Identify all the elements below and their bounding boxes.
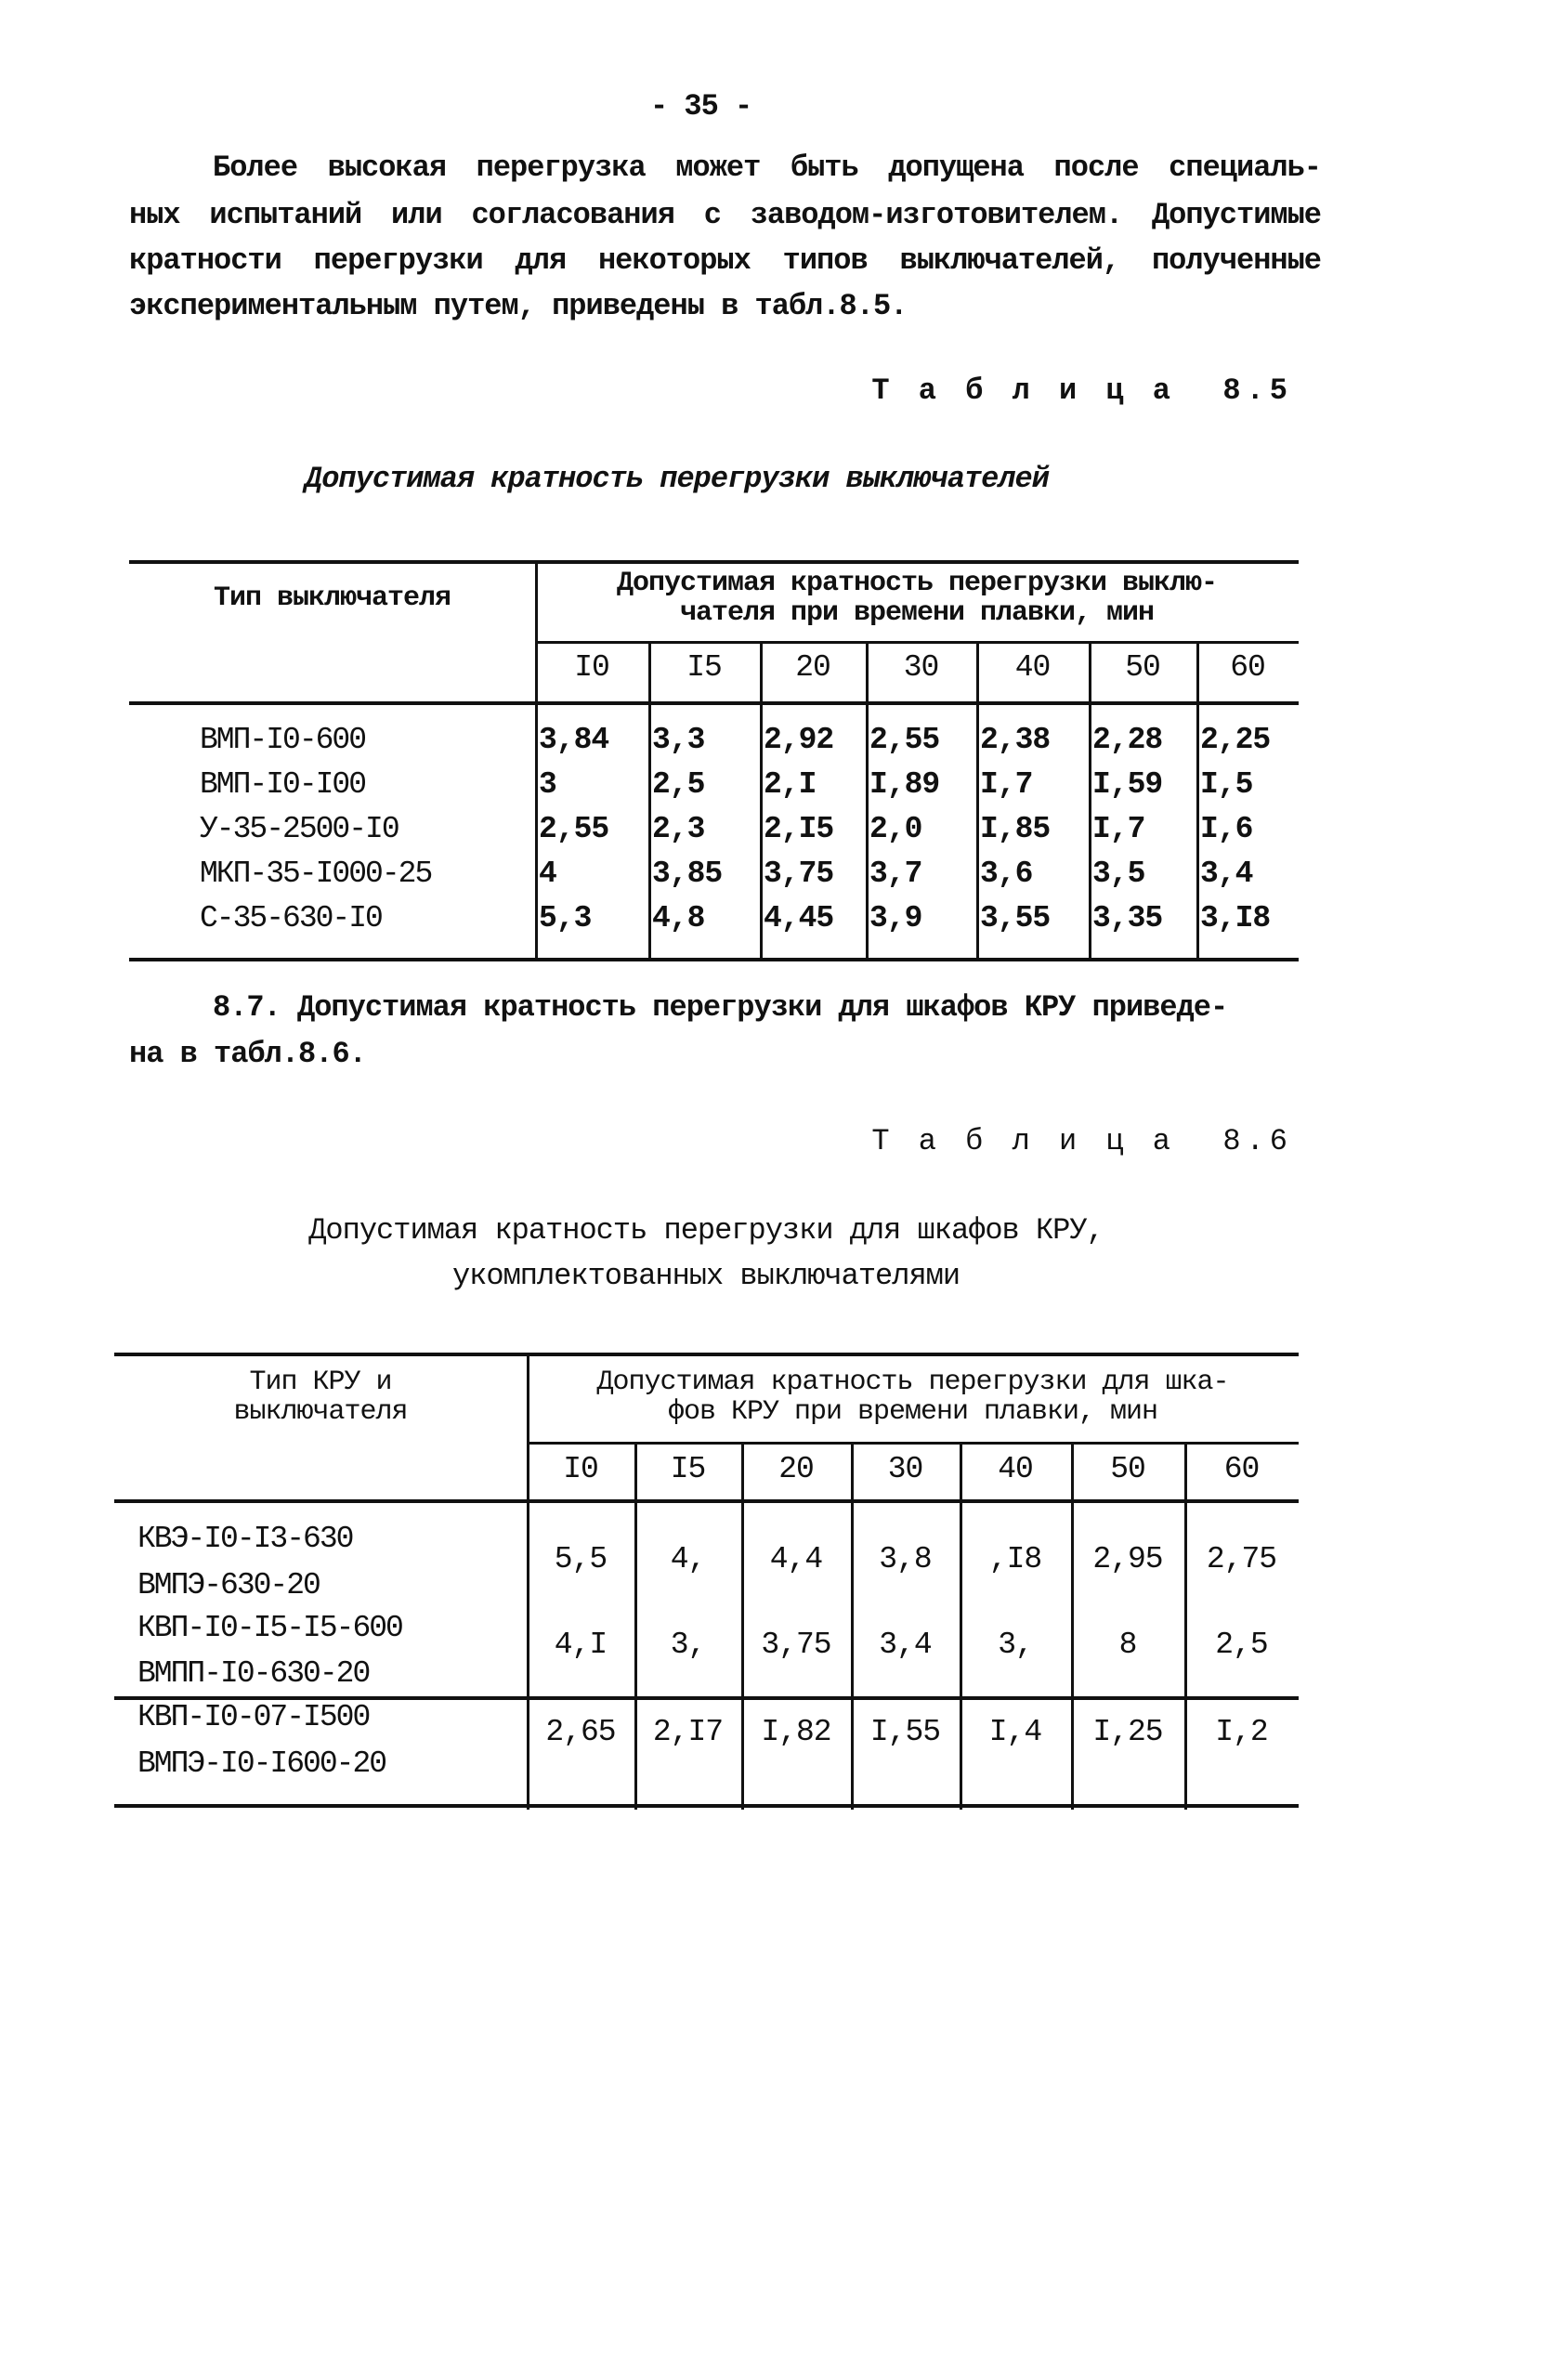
- group-header: [527, 1367, 1299, 1427]
- time-header: I5: [686, 650, 722, 685]
- table-caption: Допустимая кратность перегрузки для шкафов КРУ,: [308, 1213, 1104, 1248]
- table-cell: 4,8: [652, 901, 705, 935]
- row-name: КВП-I0-07-I500: [137, 1700, 370, 1734]
- row-name: У-35-2500-I0: [200, 812, 399, 846]
- time-header: 50: [1110, 1452, 1145, 1486]
- rule: [851, 1444, 854, 1810]
- table-cell: 2,65: [545, 1715, 616, 1749]
- rule: [114, 1804, 1299, 1808]
- time-header: 40: [1014, 650, 1051, 685]
- time-header: 20: [795, 650, 830, 685]
- table-cell: I,2: [1215, 1715, 1268, 1749]
- rule: [114, 1499, 1299, 1503]
- time-header: 60: [1223, 1452, 1260, 1486]
- time-header: I5: [670, 1452, 706, 1486]
- table-cell: 3: [539, 767, 556, 802]
- table-cell: 2,55: [539, 812, 609, 846]
- row-name: МКП-35-I000-25: [200, 857, 432, 891]
- table-cell: 3,4: [879, 1628, 932, 1662]
- rule: [866, 643, 869, 960]
- table-cell: I,5: [1200, 767, 1253, 802]
- col-header-line: выключателя: [233, 1396, 408, 1428]
- table-cell: 4,: [670, 1542, 706, 1576]
- row-name: ВМПЭ-I0-I600-20: [137, 1746, 386, 1781]
- table-cell: 3,85: [652, 857, 723, 891]
- rule: [1071, 1444, 1074, 1810]
- row-name: ВМПП-I0-630-20: [137, 1656, 370, 1691]
- table-cell: 3,75: [761, 1628, 831, 1662]
- table-cell: 3,4: [1200, 857, 1253, 891]
- rule: [976, 643, 979, 960]
- table-cell: 8: [1118, 1628, 1137, 1662]
- table-cell: 2,55: [869, 723, 940, 757]
- table-cell: 3,35: [1092, 901, 1163, 935]
- table-cell: 3,: [670, 1628, 706, 1662]
- rule: [129, 560, 1299, 564]
- rule: [535, 560, 538, 960]
- rule: [741, 1444, 744, 1810]
- table-cell: 2,I5: [764, 812, 834, 846]
- table-cell: 2,38: [980, 723, 1051, 757]
- table-cell: 2,0: [869, 812, 922, 846]
- group-header-line: Допустимая кратность перегрузки выклю-: [616, 568, 1218, 599]
- table-cell: I,82: [761, 1715, 831, 1749]
- page-number: - 35 -: [650, 89, 752, 124]
- table-cell: 2,5: [1215, 1628, 1268, 1662]
- table-cell: 3,75: [764, 857, 834, 891]
- rule: [1196, 643, 1199, 960]
- table-cell: I,59: [1092, 767, 1163, 802]
- table-cell: 3,I8: [1200, 901, 1271, 935]
- group-header: [535, 569, 1299, 628]
- time-header: I0: [563, 1452, 598, 1486]
- group-header-line: чателя при времени плавки, мин: [679, 597, 1155, 629]
- row-name: ВМП-I0-600: [200, 723, 366, 757]
- intro-line: ных испытаний или согласования с заводом-изготовителем. Допустимые: [129, 198, 1321, 232]
- col-header-type: [114, 1367, 527, 1427]
- table-caption: Допустимая кратность перегрузки выключателей: [305, 462, 1049, 496]
- table-cell: 2,3: [652, 812, 705, 846]
- table-cell: 3,3: [652, 723, 705, 757]
- table-label: Т а б л и ц а 8.6: [871, 1124, 1293, 1158]
- table-caption: укомплектованных выключателями: [451, 1259, 960, 1293]
- time-header: 30: [903, 650, 939, 685]
- table-cell: I,7: [980, 767, 1033, 802]
- rule: [1184, 1444, 1187, 1810]
- rule: [129, 701, 1299, 705]
- rule: [1089, 643, 1091, 960]
- rule: [129, 958, 1299, 961]
- table-cell: 2,28: [1092, 723, 1163, 757]
- table-cell: 2,5: [652, 767, 705, 802]
- intro-line: экспериментальным путем, приведены в табл.8.5.: [129, 289, 908, 323]
- table-cell: 2,92: [764, 723, 834, 757]
- para-line: на в табл.8.6.: [129, 1037, 366, 1071]
- table-cell: 2,I: [764, 767, 817, 802]
- time-header: 50: [1125, 650, 1160, 685]
- table-cell: 5,5: [554, 1542, 608, 1576]
- table-cell: 4,4: [769, 1542, 823, 1576]
- table-cell: I,7: [1092, 812, 1145, 846]
- table-cell: 3,8: [879, 1542, 932, 1576]
- table-cell: 2,95: [1092, 1542, 1163, 1576]
- table-cell: 3,55: [980, 901, 1051, 935]
- group-header-line: фов КРУ при времени плавки, мин: [667, 1396, 1158, 1428]
- row-name: С-35-630-I0: [200, 901, 382, 935]
- time-header: 30: [887, 1452, 923, 1486]
- rule: [114, 1353, 1299, 1356]
- intro-line: кратности перегрузки для некоторых типов выключателей, полученные: [129, 243, 1321, 278]
- rule: [527, 1442, 1299, 1445]
- table-cell: 3,6: [980, 857, 1033, 891]
- table-cell: 3,84: [539, 723, 609, 757]
- table-cell: 2,I7: [652, 1715, 724, 1749]
- table-cell: 3,9: [869, 901, 922, 935]
- row-name: КВЭ-I0-I3-630: [137, 1522, 353, 1556]
- table-cell: I,4: [988, 1715, 1042, 1749]
- para-line: 8.7. Допустимая кратность перегрузки для шкафов КРУ приведе-: [213, 990, 1228, 1025]
- table-cell: 3,: [998, 1628, 1033, 1662]
- rule: [634, 1444, 637, 1810]
- table-cell: 5,3: [539, 901, 592, 935]
- table-cell: I,89: [869, 767, 940, 802]
- table-cell: I,85: [980, 812, 1051, 846]
- rule: [760, 643, 763, 960]
- col-header-type: Тип выключателя: [213, 582, 451, 614]
- table-cell: 3,7: [869, 857, 922, 891]
- table-cell: 4,45: [764, 901, 834, 935]
- rule: [648, 643, 651, 960]
- group-header-line: Допустимая кратность перегрузки для шка-: [596, 1367, 1229, 1398]
- time-header: 60: [1230, 650, 1265, 685]
- table-cell: I,6: [1200, 812, 1253, 846]
- time-header: 20: [778, 1452, 814, 1486]
- table-cell: 4,I: [554, 1628, 608, 1662]
- rule: [960, 1444, 962, 1810]
- table-cell: 2,75: [1206, 1542, 1277, 1576]
- table-cell: I,55: [869, 1715, 941, 1749]
- row-name: ВМПЭ-630-20: [137, 1568, 320, 1602]
- table-cell: 4: [539, 857, 556, 891]
- row-name: ВМП-I0-I00: [200, 767, 366, 802]
- time-header: I0: [574, 650, 609, 685]
- table-cell: I,25: [1092, 1715, 1163, 1749]
- table-label: Т а б л и ц а 8.5: [871, 373, 1293, 408]
- row-name: КВП-I0-I5-I5-600: [137, 1611, 402, 1645]
- col-header-line: Тип КРУ и: [249, 1367, 392, 1398]
- time-header: 40: [998, 1452, 1033, 1486]
- intro-line: Более высокая перегрузка может быть допущена после специаль-: [213, 150, 1321, 185]
- table-cell: ,I8: [988, 1542, 1042, 1576]
- table-cell: 3,5: [1092, 857, 1145, 891]
- table-cell: 2,25: [1200, 723, 1271, 757]
